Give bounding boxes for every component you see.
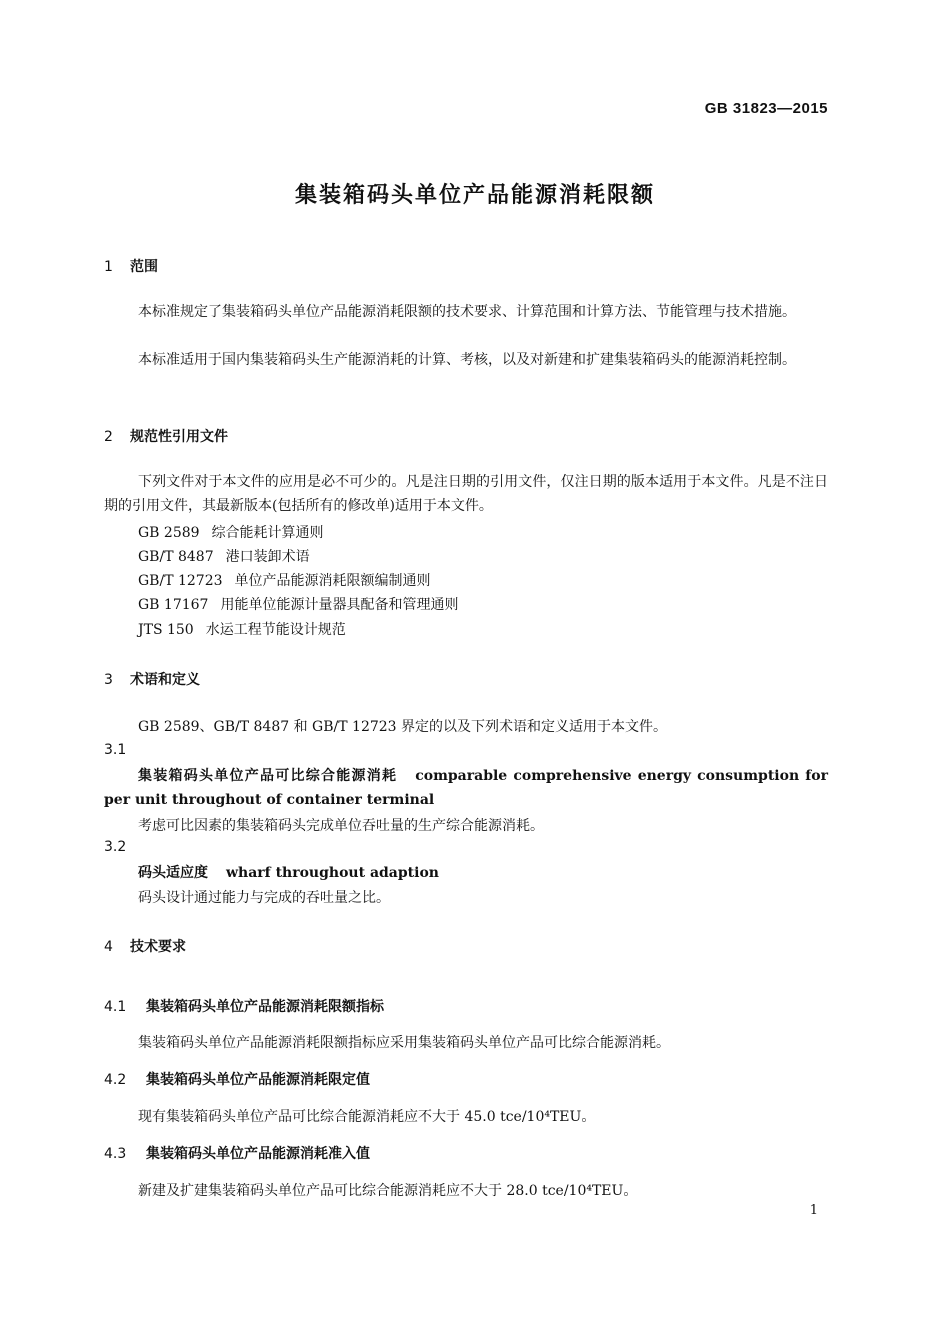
term-en: wharf throughout adaption xyxy=(226,865,439,881)
page-number: 1 xyxy=(809,1203,818,1218)
reference-title: 综合能耗计算通则 xyxy=(211,525,324,541)
reference-title: 水运工程节能设计规范 xyxy=(205,622,346,638)
subsection-title: 集装箱码头单位产品能源消耗限额指标 xyxy=(146,999,384,1015)
term-definition: 码头设计通过能力与完成的吞吐量之比。 xyxy=(138,890,390,906)
reference-code: GB/T 12723 xyxy=(138,573,223,589)
term-number: 3.2 xyxy=(104,839,127,855)
section-title: 术语和定义 xyxy=(130,672,200,688)
section-number: 4 xyxy=(104,939,113,955)
paragraph: 本标准规定了集装箱码头单位产品能源消耗限额的技术要求、计算范围和计算方法、节能管理与技术措施。 xyxy=(138,304,796,320)
term-entry xyxy=(104,861,828,885)
reference-item xyxy=(138,594,458,614)
term-zh: 码头适应度 xyxy=(138,865,208,881)
section-title: 范围 xyxy=(130,259,158,275)
section-title: 规范性引用文件 xyxy=(130,429,228,445)
subsection-title: 集装箱码头单位产品能源消耗准入值 xyxy=(146,1146,370,1162)
section-3-heading xyxy=(104,669,200,689)
section-number: 1 xyxy=(104,259,113,275)
reference-item xyxy=(138,619,346,639)
paragraph: 现有集装箱码头单位产品可比综合能源消耗应不大于 45.0 tce/10⁴TEU。 xyxy=(138,1109,596,1125)
reference-title: 单位产品能源消耗限额编制通则 xyxy=(234,573,431,589)
paragraph: 下列文件对于本文件的应用是必不可少的。凡是注日期的引用文件，仅注日期的版本适用于本文件。凡是不注日期的引用文件，其最新版本(包括所有的修改单)适用于本文件。 xyxy=(104,474,828,514)
paragraph: 集装箱码头单位产品能源消耗限额指标应采用集装箱码头单位产品可比综合能源消耗。 xyxy=(138,1035,670,1051)
term-zh: 集装箱码头单位产品可比综合能源消耗 xyxy=(138,768,398,784)
section-number: 2 xyxy=(104,429,113,445)
section-number: 3 xyxy=(104,672,113,688)
subsection-heading xyxy=(104,996,384,1016)
reference-code: GB 2589 xyxy=(138,525,200,541)
reference-item xyxy=(138,522,324,542)
subsection-number: 4.1 xyxy=(104,999,127,1015)
term-entry xyxy=(104,764,828,812)
section-2-heading xyxy=(104,426,228,446)
reference-title: 用能单位能源计量器具配备和管理通则 xyxy=(220,597,459,613)
reference-code: JTS 150 xyxy=(138,622,194,638)
subsection-heading xyxy=(104,1143,370,1163)
subsection-number: 4.3 xyxy=(104,1146,127,1162)
reference-title: 港口装卸术语 xyxy=(225,549,310,565)
section-1-heading xyxy=(104,256,158,276)
section-title: 技术要求 xyxy=(130,939,186,955)
subsection-heading xyxy=(104,1069,370,1089)
reference-item xyxy=(138,570,431,590)
document-title: 集装箱码头单位产品能源消耗限额 xyxy=(294,183,655,208)
term-definition: 考虑可比因素的集装箱码头完成单位吞吐量的生产综合能源消耗。 xyxy=(138,818,544,834)
paragraph: GB 2589、GB/T 8487 和 GB/T 12723 界定的以及下列术语和定义适用于本文件。 xyxy=(138,719,668,735)
reference-code: GB/T 8487 xyxy=(138,549,214,565)
subsection-number: 4.2 xyxy=(104,1072,127,1088)
subsection-title: 集装箱码头单位产品能源消耗限定值 xyxy=(146,1072,370,1088)
term-number: 3.1 xyxy=(104,742,127,758)
term-en: comparable comprehensive energy consumption for per unit throughout of container terminal xyxy=(104,768,828,808)
paragraph: 本标准适用于国内集装箱码头生产能源消耗的计算、考核，以及对新建和扩建集装箱码头的能源消耗控制。 xyxy=(138,352,796,368)
reference-code: GB 17167 xyxy=(138,597,209,613)
section-4-heading xyxy=(104,936,186,956)
paragraph: 新建及扩建集装箱码头单位产品可比综合能源消耗应不大于 28.0 tce/10⁴TEU。 xyxy=(138,1183,638,1199)
standard-number: GB 31823—2015 xyxy=(704,100,828,117)
reference-item xyxy=(138,546,310,566)
